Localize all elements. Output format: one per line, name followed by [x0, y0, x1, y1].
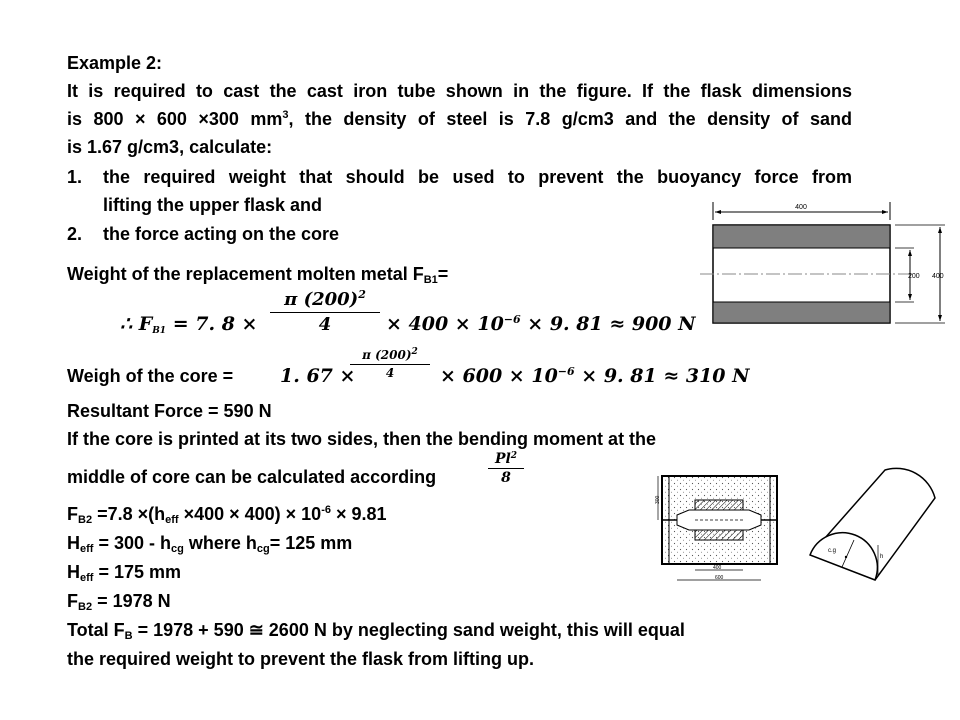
flask-core-figure	[655, 470, 785, 590]
equation-core-lhs: 1. 67 ×	[280, 365, 356, 387]
core-weight-label: Weigh of the core =	[67, 366, 234, 386]
resultant-force: Resultant Force = 590 N	[67, 401, 272, 421]
core-shape	[677, 510, 761, 530]
flask-label-300: 300	[655, 495, 661, 504]
list-item-1-number: 1.	[67, 167, 83, 187]
core-label-hcg: h	[880, 554, 884, 560]
fraction-denominator: 4	[318, 314, 332, 335]
fraction-denominator: 4	[385, 366, 395, 380]
list-item-2-number: 2.	[67, 224, 83, 244]
bending-line-2: middle of core can be calculated according	[67, 467, 437, 487]
dimension-label-outer: 400	[932, 273, 944, 280]
list-item-2-text: the force acting on the core	[103, 224, 340, 244]
fb2-formula: $F_{B2} =7.8 \times(h_{eff} \times 400 \times 400) \times 10^{-6} \times 9.81$	[67, 504, 387, 526]
bending-moment-fraction	[488, 450, 524, 487]
fraction-numerator: π $(200)^2$	[362, 347, 418, 362]
dimension-label-inner: 200	[908, 273, 920, 280]
problem-line-3: is 1.67 g/cm3, calculate:	[67, 137, 273, 157]
example-heading: Example 2:	[67, 53, 163, 73]
bending-line-1: If the core is printed at its two sides, then the bending moment at the	[67, 429, 657, 449]
tube-wall-top	[713, 225, 890, 248]
fraction-numerator: Pl$^2$	[494, 451, 518, 467]
fraction-numerator: π $(200)^2$	[284, 288, 366, 310]
tube-section-figure	[700, 198, 950, 338]
heff-result: $H_{eff} = 175$ mm	[67, 562, 182, 584]
core-label-cg: c.g	[828, 548, 837, 554]
flask-label-600: 600	[715, 575, 724, 581]
fraction-denominator: 8	[501, 470, 511, 486]
equation-fb1-rhs: × $400 \times 10^{-6} \times 9$. 81 ≈ 900 N	[386, 313, 696, 335]
total-force: Total $F_B = 1978 + 590$ ≅ 2600 N by neglecting sand weight, this will equal	[67, 620, 685, 642]
replacement-weight-label: Weight of the replacement molten metal $F_{B1}=$	[67, 264, 449, 286]
total-force-line-2: the required weight to prevent the flask from lifting up.	[67, 649, 535, 669]
equation-core-fraction	[350, 347, 430, 382]
equation-fb1-fraction	[270, 288, 380, 337]
heff-formula: $H_{eff} = 300 - h_{cg}$ where $h_{cg}= 125$ mm	[67, 533, 353, 555]
fb2-result: $F_{B2} = 1978$ N	[67, 591, 171, 613]
flask-label-400: 400	[713, 565, 722, 571]
list-item-1-line-1: the required weight that should be used to prevent the buoyancy force from	[103, 167, 852, 187]
list-item-1-line-2: lifting the upper flask and	[103, 195, 323, 215]
half-core-figure	[790, 450, 940, 600]
problem-line-2: is 800 × 600 ×300 $mm^3$, the density of steel is 7.8 g/cm3 and the density of sand	[67, 109, 852, 129]
problem-line-1: It is required to cast the cast iron tube shown in the figure. If the flask dimensions	[67, 81, 852, 101]
equation-fb1-lhs: ∴ $F_{B1} = 7$. 8 ×	[120, 313, 258, 336]
tube-wall-bottom	[713, 302, 890, 323]
dimension-label-length: 400	[795, 204, 807, 211]
equation-core-rhs: × $600 \times 10^{-6} \times 9$. 81 ≈ 310 N	[440, 365, 750, 387]
